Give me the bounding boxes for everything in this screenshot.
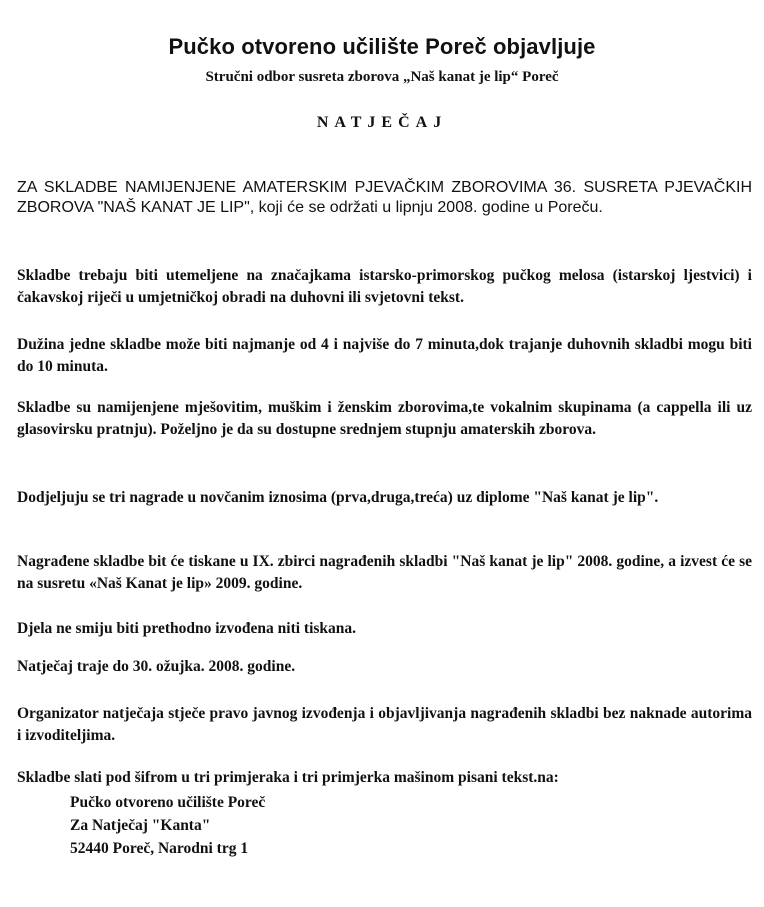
paragraph-submission: Skladbe slati pod šifrom u tri primjeraka i tri primjerka mašinom pisani tekst.na: xyxy=(17,769,559,786)
document-subtitle: Stručni odbor susreta zborova „Naš kanat je lip“ Poreč xyxy=(205,69,559,85)
address-line-recipient: Za Natječaj "Kanta" xyxy=(70,817,211,834)
address-line-street: 52440 Poreč, Narodni trg 1 xyxy=(70,840,249,857)
address-line-institution: Pučko otvoreno učilište Poreč xyxy=(70,794,266,811)
postal-address xyxy=(70,791,265,860)
paragraph-prizes: Dodjeljuju se tri nagrade u novčanim iznosima (prva,druga,treća) uz diplome "Naš kanat je lip". xyxy=(17,489,659,506)
paragraph-unpublished: Djela ne smiju biti prethodno izvođena niti tiskana. xyxy=(17,620,357,637)
paragraph-melos: Skladbe trebaju biti utemeljene na značajkama istarsko-primorskog pučkog melosa (istarskoj ljestvici) i čakavskoj riječi u umjetničkoj obradi na duhovni ili svjetovni tekst. xyxy=(17,267,752,306)
intro-paragraph: ZA SKLADBE NAMIJENJENE AMATERSKIM PJEVAČKIM ZBOROVIMA 36. SUSRETA PJEVAČKIH ZBOROVA "NAŠ KANAT JE LIP", koji će se održati u lipnju 2008. godine u Poreču. xyxy=(17,179,752,216)
paragraph-rights: Organizator natječaja stječe pravo javnog izvođenja i objavljivanja nagrađenih skladbi bez naknade autorima i izvoditeljima. xyxy=(17,705,752,744)
paragraph-publication: Nagrađene skladbe bit će tiskane u IX. zbirci nagrađenih skladbi "Naš kanat je lip" 2008. godine, a izvest će se na susretu «Naš Kanat je lip» 2009. godine. xyxy=(17,553,752,592)
document-title: Pučko otvoreno učilište Poreč objavljuje xyxy=(168,34,596,59)
competition-heading: NATJEČAJ xyxy=(316,114,448,131)
paragraph-duration: Dužina jedne skladbe može biti najmanje od 4 i najviše do 7 minuta,dok trajanje duhovnih skladbi mogu biti do 10 minuta. xyxy=(17,336,752,375)
paragraph-choirs: Skladbe su namijenjene mješovitim, muškim i ženskim zborovima,te vokalnim skupinama (a cappella ili uz glasovirsku pratnju). Poželjno je da su dostupne srednjem stupnju amaterskih zborova. xyxy=(17,399,752,438)
paragraph-deadline: Natječaj traje do 30. ožujka. 2008. godine. xyxy=(17,658,296,675)
